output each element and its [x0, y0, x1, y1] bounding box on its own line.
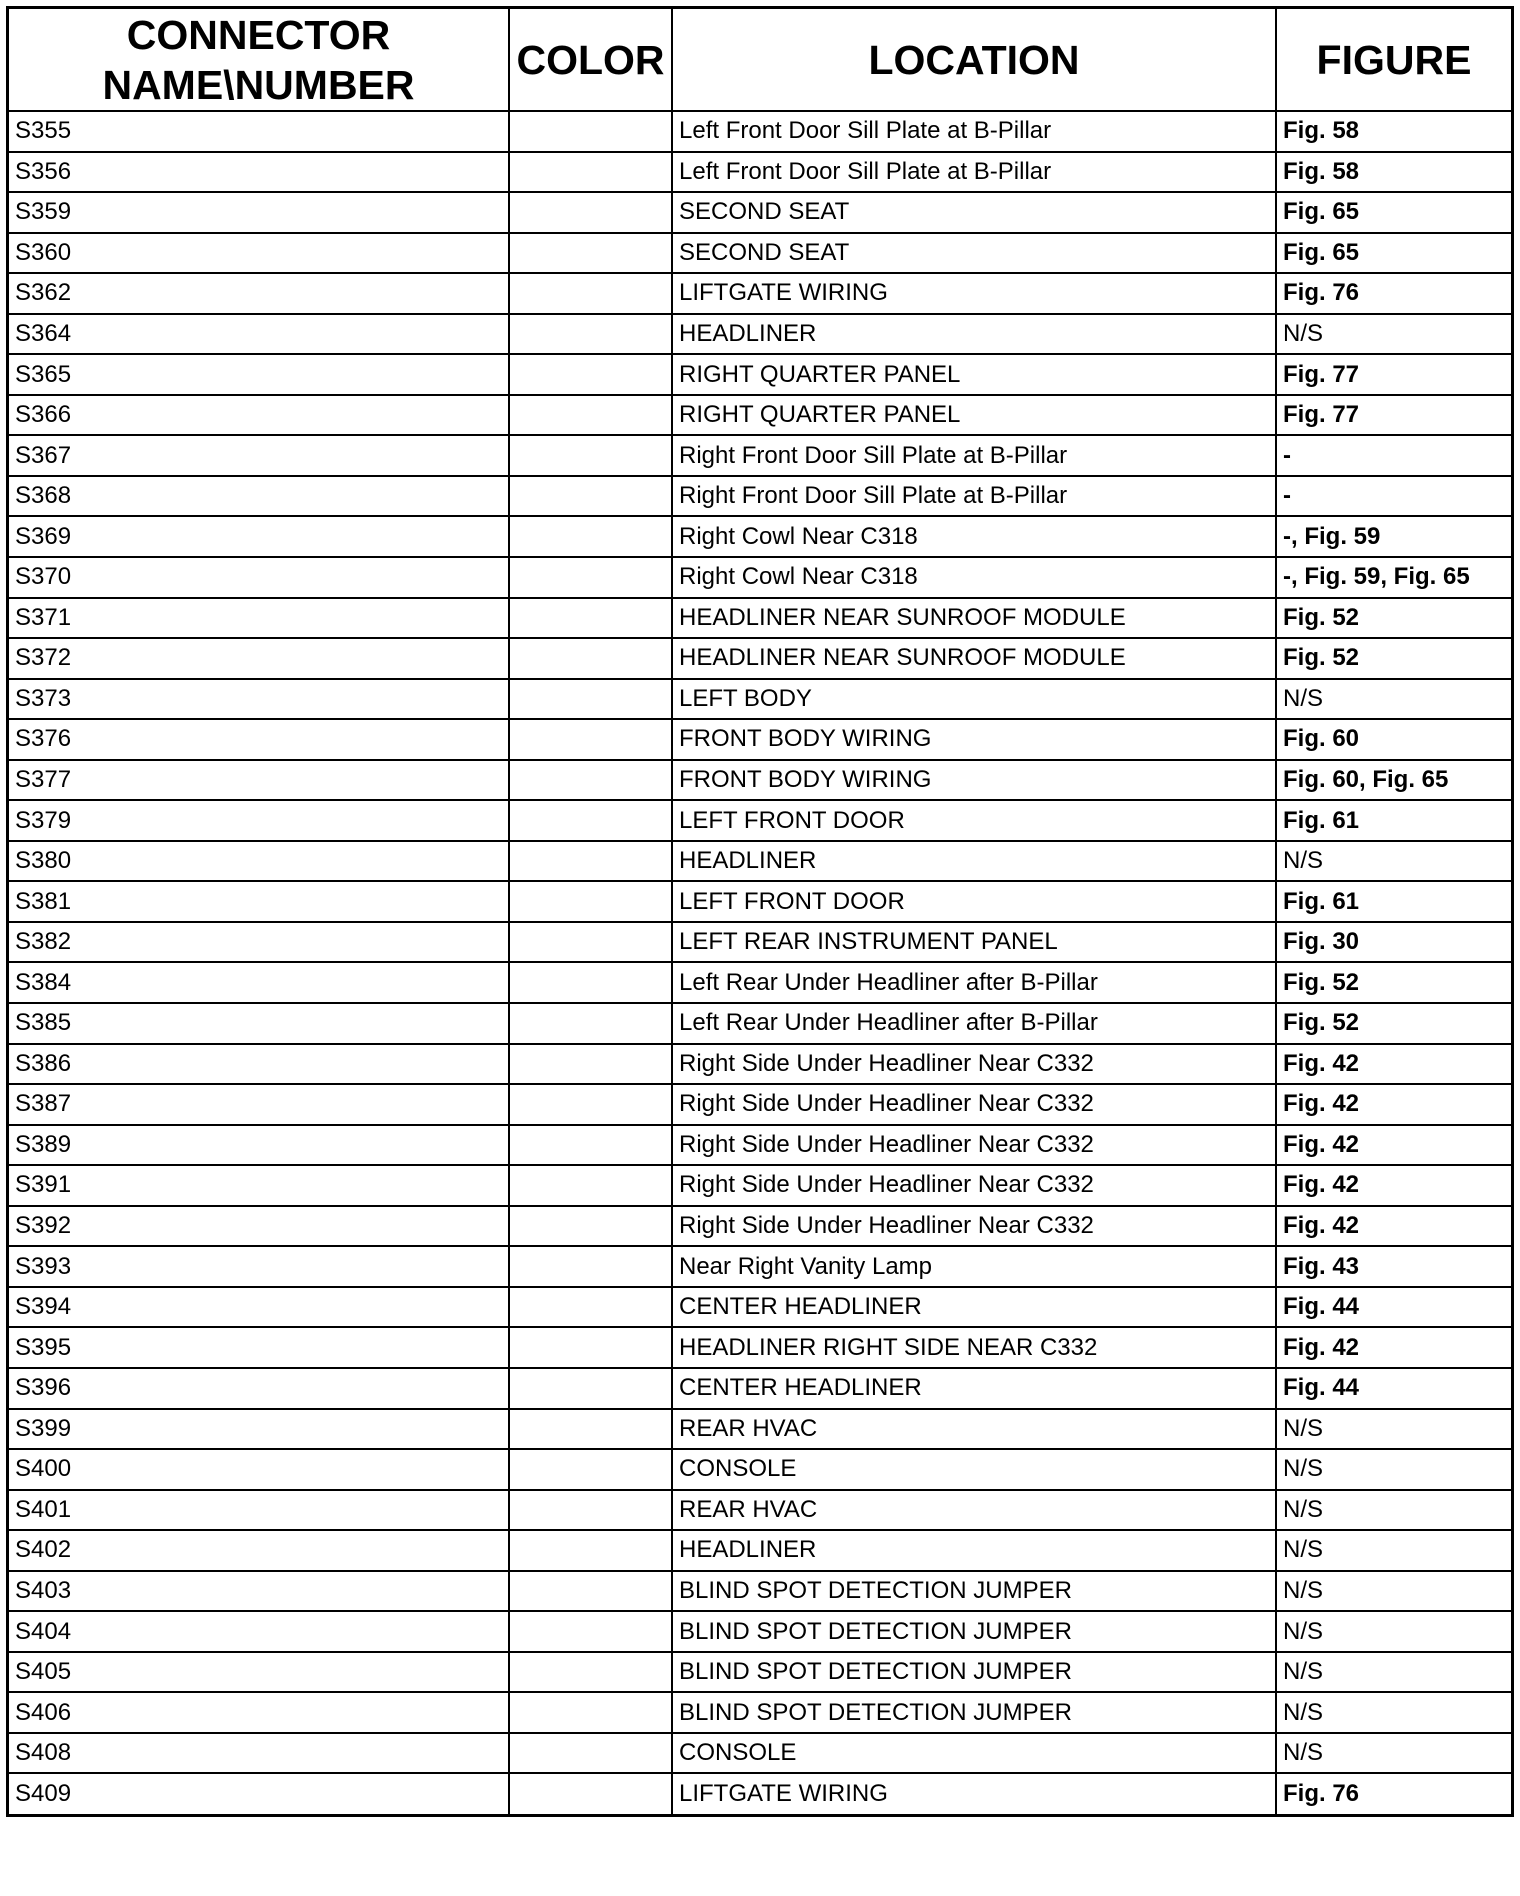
figure-cell: Fig. 65: [1276, 233, 1511, 274]
figure-cell: N/S: [1276, 841, 1511, 882]
color-cell: [509, 1327, 672, 1368]
figure-cell: Fig. 58: [1276, 111, 1511, 152]
figure-cell: Fig. 42: [1276, 1084, 1511, 1125]
color-cell: [509, 516, 672, 557]
connector-name-cell: S377: [9, 760, 509, 801]
figure-cell: N/S: [1276, 1490, 1511, 1531]
location-cell: Right Front Door Sill Plate at B-Pillar: [672, 476, 1276, 517]
location-cell: HEADLINER: [672, 1530, 1276, 1571]
connector-name-cell: S404: [9, 1611, 509, 1652]
color-cell: [509, 1652, 672, 1693]
color-cell: [509, 1530, 672, 1571]
figure-cell: N/S: [1276, 1409, 1511, 1450]
table-row: [9, 435, 1511, 476]
figure-cell: -: [1276, 476, 1511, 517]
connector-name-cell: S394: [9, 1287, 509, 1328]
color-cell: [509, 881, 672, 922]
connector-table: [9, 9, 1511, 1814]
color-cell: [509, 1449, 672, 1490]
table-row: [9, 1084, 1511, 1125]
table-row: [9, 1733, 1511, 1774]
color-cell: [509, 1206, 672, 1247]
table-row: [9, 1206, 1511, 1247]
location-cell: BLIND SPOT DETECTION JUMPER: [672, 1652, 1276, 1693]
color-cell: [509, 1084, 672, 1125]
figure-cell: Fig. 42: [1276, 1206, 1511, 1247]
figure-cell: Fig. 77: [1276, 354, 1511, 395]
location-cell: Near Right Vanity Lamp: [672, 1246, 1276, 1287]
color-cell: [509, 1611, 672, 1652]
location-cell: HEADLINER RIGHT SIDE NEAR C332: [672, 1327, 1276, 1368]
color-cell: [509, 962, 672, 1003]
color-cell: [509, 841, 672, 882]
table-row: [9, 1449, 1511, 1490]
location-cell: Left Rear Under Headliner after B-Pillar: [672, 962, 1276, 1003]
connector-name-cell: S355: [9, 111, 509, 152]
location-cell: CENTER HEADLINER: [672, 1287, 1276, 1328]
connector-name-cell: S386: [9, 1044, 509, 1085]
location-cell: REAR HVAC: [672, 1490, 1276, 1531]
figure-cell: Fig. 65: [1276, 192, 1511, 233]
color-cell: [509, 800, 672, 841]
figure-cell: Fig. 30: [1276, 922, 1511, 963]
table-row: [9, 638, 1511, 679]
table-row: [9, 233, 1511, 274]
connector-name-cell: S395: [9, 1327, 509, 1368]
color-cell: [509, 1490, 672, 1531]
table-row: [9, 760, 1511, 801]
connector-name-cell: S385: [9, 1003, 509, 1044]
table-row: [9, 1368, 1511, 1409]
connector-name-cell: S401: [9, 1490, 509, 1531]
table-row: [9, 922, 1511, 963]
location-cell: SECOND SEAT: [672, 233, 1276, 274]
table-row: [9, 598, 1511, 639]
figure-cell: Fig. 52: [1276, 598, 1511, 639]
location-cell: SECOND SEAT: [672, 192, 1276, 233]
location-cell: RIGHT QUARTER PANEL: [672, 395, 1276, 436]
table-body: [9, 111, 1511, 1814]
table-row: [9, 1409, 1511, 1450]
connector-name-cell: S408: [9, 1733, 509, 1774]
figure-cell: -: [1276, 435, 1511, 476]
color-cell: [509, 1246, 672, 1287]
figure-cell: Fig. 60: [1276, 719, 1511, 760]
color-cell: [509, 638, 672, 679]
location-cell: RIGHT QUARTER PANEL: [672, 354, 1276, 395]
connector-name-cell: S392: [9, 1206, 509, 1247]
header-location: LOCATION: [672, 9, 1276, 111]
table-row: [9, 152, 1511, 193]
connector-name-cell: S409: [9, 1773, 509, 1814]
table-row: [9, 557, 1511, 598]
table-row: [9, 111, 1511, 152]
table-row: [9, 273, 1511, 314]
location-cell: Right Side Under Headliner Near C332: [672, 1206, 1276, 1247]
figure-cell: N/S: [1276, 1652, 1511, 1693]
color-cell: [509, 1003, 672, 1044]
location-cell: Right Side Under Headliner Near C332: [672, 1084, 1276, 1125]
location-cell: Right Cowl Near C318: [672, 557, 1276, 598]
table-row: [9, 1773, 1511, 1814]
connector-name-cell: S368: [9, 476, 509, 517]
location-cell: CONSOLE: [672, 1449, 1276, 1490]
figure-cell: N/S: [1276, 1530, 1511, 1571]
figure-cell: N/S: [1276, 1692, 1511, 1733]
table-row: [9, 719, 1511, 760]
location-cell: LEFT REAR INSTRUMENT PANEL: [672, 922, 1276, 963]
color-cell: [509, 435, 672, 476]
connector-name-cell: S372: [9, 638, 509, 679]
figure-cell: N/S: [1276, 1611, 1511, 1652]
connector-name-cell: S387: [9, 1084, 509, 1125]
color-cell: [509, 1773, 672, 1814]
table-row: [9, 1246, 1511, 1287]
connector-name-cell: S399: [9, 1409, 509, 1450]
figure-cell: Fig. 76: [1276, 273, 1511, 314]
figure-cell: Fig. 60, Fig. 65: [1276, 760, 1511, 801]
figure-cell: Fig. 77: [1276, 395, 1511, 436]
connector-name-cell: S356: [9, 152, 509, 193]
table-row: [9, 476, 1511, 517]
connector-name-cell: S362: [9, 273, 509, 314]
connector-name-cell: S367: [9, 435, 509, 476]
figure-cell: Fig. 76: [1276, 1773, 1511, 1814]
header-connector-name: CONNECTOR NAME\NUMBER: [9, 9, 509, 111]
color-cell: [509, 233, 672, 274]
table-row: [9, 679, 1511, 720]
table-row: [9, 841, 1511, 882]
figure-cell: Fig. 44: [1276, 1287, 1511, 1328]
connector-name-cell: S382: [9, 922, 509, 963]
table-row: [9, 354, 1511, 395]
location-cell: LIFTGATE WIRING: [672, 1773, 1276, 1814]
table-row: [9, 1571, 1511, 1612]
connector-name-cell: S396: [9, 1368, 509, 1409]
color-cell: [509, 1368, 672, 1409]
location-cell: LEFT BODY: [672, 679, 1276, 720]
location-cell: HEADLINER NEAR SUNROOF MODULE: [672, 638, 1276, 679]
figure-cell: -, Fig. 59: [1276, 516, 1511, 557]
color-cell: [509, 354, 672, 395]
color-cell: [509, 152, 672, 193]
figure-cell: -, Fig. 59, Fig. 65: [1276, 557, 1511, 598]
figure-cell: N/S: [1276, 314, 1511, 355]
figure-cell: Fig. 42: [1276, 1044, 1511, 1085]
location-cell: Right Side Under Headliner Near C332: [672, 1125, 1276, 1166]
header-row: [9, 9, 1511, 111]
figure-cell: N/S: [1276, 679, 1511, 720]
connector-name-cell: S381: [9, 881, 509, 922]
connector-name-cell: S403: [9, 1571, 509, 1612]
connector-name-cell: S371: [9, 598, 509, 639]
figure-cell: Fig. 52: [1276, 962, 1511, 1003]
location-cell: CENTER HEADLINER: [672, 1368, 1276, 1409]
table-row: [9, 1530, 1511, 1571]
location-cell: HEADLINER NEAR SUNROOF MODULE: [672, 598, 1276, 639]
connector-name-cell: S406: [9, 1692, 509, 1733]
location-cell: CONSOLE: [672, 1733, 1276, 1774]
connector-name-cell: S364: [9, 314, 509, 355]
table-row: [9, 1125, 1511, 1166]
connector-name-cell: S373: [9, 679, 509, 720]
figure-cell: N/S: [1276, 1733, 1511, 1774]
connector-name-cell: S380: [9, 841, 509, 882]
connector-name-cell: S384: [9, 962, 509, 1003]
location-cell: LIFTGATE WIRING: [672, 273, 1276, 314]
color-cell: [509, 395, 672, 436]
table-row: [9, 192, 1511, 233]
table-row: [9, 1044, 1511, 1085]
connector-table-sheet: [6, 6, 1514, 1817]
connector-name-cell: S400: [9, 1449, 509, 1490]
figure-cell: Fig. 61: [1276, 800, 1511, 841]
table-row: [9, 962, 1511, 1003]
color-cell: [509, 192, 672, 233]
table-row: [9, 1652, 1511, 1693]
location-cell: Right Front Door Sill Plate at B-Pillar: [672, 435, 1276, 476]
color-cell: [509, 1733, 672, 1774]
figure-cell: Fig. 58: [1276, 152, 1511, 193]
figure-cell: N/S: [1276, 1571, 1511, 1612]
color-cell: [509, 679, 672, 720]
location-cell: BLIND SPOT DETECTION JUMPER: [672, 1692, 1276, 1733]
connector-name-cell: S359: [9, 192, 509, 233]
color-cell: [509, 719, 672, 760]
location-cell: Right Cowl Near C318: [672, 516, 1276, 557]
location-cell: BLIND SPOT DETECTION JUMPER: [672, 1611, 1276, 1652]
figure-cell: Fig. 42: [1276, 1125, 1511, 1166]
connector-name-cell: S369: [9, 516, 509, 557]
figure-cell: Fig. 42: [1276, 1165, 1511, 1206]
table-row: [9, 1165, 1511, 1206]
color-cell: [509, 111, 672, 152]
color-cell: [509, 557, 672, 598]
color-cell: [509, 1125, 672, 1166]
figure-cell: Fig. 42: [1276, 1327, 1511, 1368]
color-cell: [509, 1571, 672, 1612]
figure-cell: Fig. 61: [1276, 881, 1511, 922]
connector-name-cell: S389: [9, 1125, 509, 1166]
location-cell: Left Front Door Sill Plate at B-Pillar: [672, 111, 1276, 152]
location-cell: Right Side Under Headliner Near C332: [672, 1044, 1276, 1085]
location-cell: REAR HVAC: [672, 1409, 1276, 1450]
location-cell: HEADLINER: [672, 314, 1276, 355]
color-cell: [509, 922, 672, 963]
figure-cell: Fig. 43: [1276, 1246, 1511, 1287]
table-row: [9, 516, 1511, 557]
figure-cell: N/S: [1276, 1449, 1511, 1490]
location-cell: LEFT FRONT DOOR: [672, 881, 1276, 922]
connector-name-cell: S376: [9, 719, 509, 760]
table-row: [9, 1327, 1511, 1368]
color-cell: [509, 1165, 672, 1206]
location-cell: HEADLINER: [672, 841, 1276, 882]
table-row: [9, 881, 1511, 922]
table-row: [9, 1611, 1511, 1652]
connector-name-cell: S366: [9, 395, 509, 436]
connector-name-cell: S405: [9, 1652, 509, 1693]
connector-name-cell: S365: [9, 354, 509, 395]
color-cell: [509, 273, 672, 314]
figure-cell: Fig. 52: [1276, 1003, 1511, 1044]
table-row: [9, 1287, 1511, 1328]
connector-name-cell: S379: [9, 800, 509, 841]
figure-cell: Fig. 44: [1276, 1368, 1511, 1409]
table-row: [9, 1490, 1511, 1531]
location-cell: FRONT BODY WIRING: [672, 719, 1276, 760]
color-cell: [509, 1409, 672, 1450]
color-cell: [509, 598, 672, 639]
color-cell: [509, 314, 672, 355]
color-cell: [509, 476, 672, 517]
location-cell: BLIND SPOT DETECTION JUMPER: [672, 1571, 1276, 1612]
color-cell: [509, 760, 672, 801]
table-row: [9, 800, 1511, 841]
color-cell: [509, 1692, 672, 1733]
location-cell: FRONT BODY WIRING: [672, 760, 1276, 801]
connector-name-cell: S393: [9, 1246, 509, 1287]
color-cell: [509, 1287, 672, 1328]
figure-cell: Fig. 52: [1276, 638, 1511, 679]
location-cell: Left Front Door Sill Plate at B-Pillar: [672, 152, 1276, 193]
location-cell: Left Rear Under Headliner after B-Pillar: [672, 1003, 1276, 1044]
connector-name-cell: S402: [9, 1530, 509, 1571]
table-row: [9, 1692, 1511, 1733]
connector-name-cell: S391: [9, 1165, 509, 1206]
table-row: [9, 1003, 1511, 1044]
color-cell: [509, 1044, 672, 1085]
table-row: [9, 395, 1511, 436]
connector-name-cell: S360: [9, 233, 509, 274]
location-cell: LEFT FRONT DOOR: [672, 800, 1276, 841]
header-color: COLOR: [509, 9, 672, 111]
location-cell: Right Side Under Headliner Near C332: [672, 1165, 1276, 1206]
connector-name-cell: S370: [9, 557, 509, 598]
header-figure: FIGURE: [1276, 9, 1511, 111]
table-row: [9, 314, 1511, 355]
